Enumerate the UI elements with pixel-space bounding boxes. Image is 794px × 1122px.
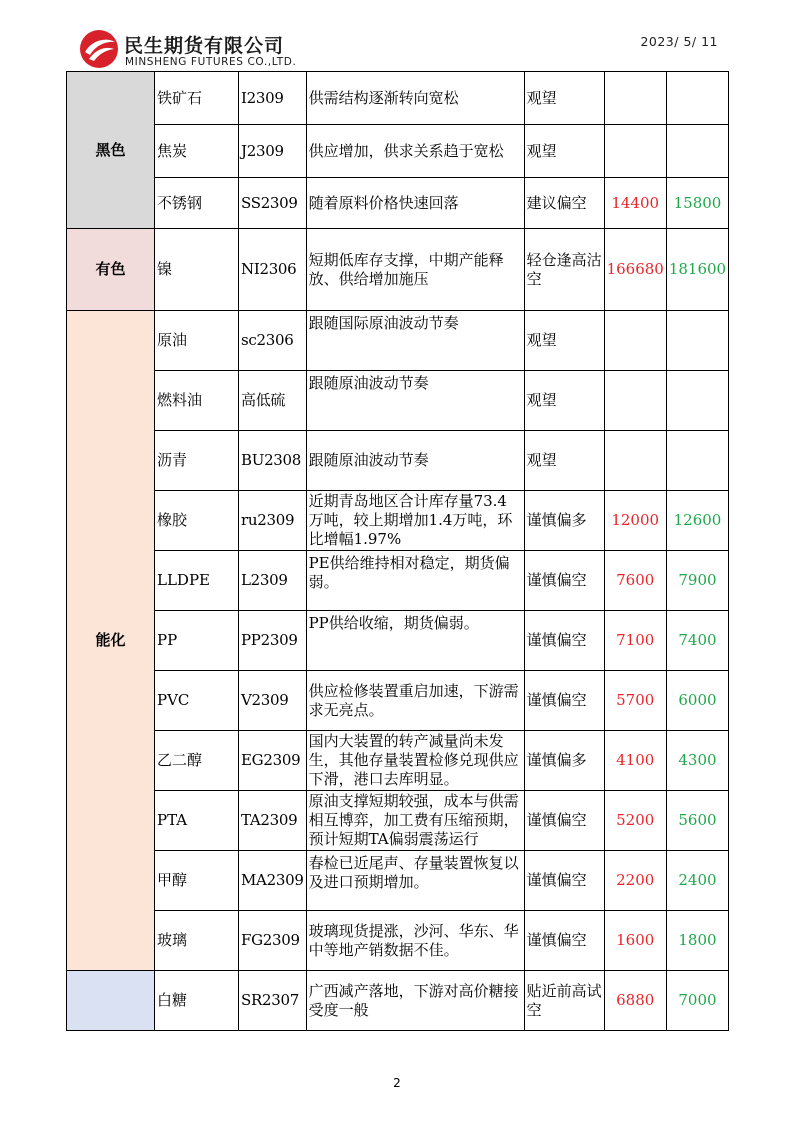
table-row (67, 371, 729, 431)
market-view: 跟随原油波动节奏 (306, 371, 524, 431)
table-row (67, 431, 729, 491)
table-row (67, 72, 729, 125)
commodity-name: 乙二醇 (155, 731, 239, 791)
table-row (67, 971, 729, 1031)
support-price: 2200 (604, 851, 666, 911)
market-view: 跟随原油波动节奏 (306, 431, 524, 491)
support-price: 12000 (604, 491, 666, 551)
table-row (67, 791, 729, 851)
market-view: 春检已近尾声、存量装置恢复以及进口预期增加。 (306, 851, 524, 911)
support-price: 7100 (604, 611, 666, 671)
contract-code: I2309 (239, 72, 307, 125)
market-view: 国内大装置的转产减量尚未发生，其他存量装置检修兑现供应下滑，港口去库明显。 (306, 731, 524, 791)
table-row (67, 611, 729, 671)
resistance-price (666, 72, 728, 125)
resistance-price: 6000 (666, 671, 728, 731)
resistance-price: 7900 (666, 551, 728, 611)
contract-code: PP2309 (239, 611, 307, 671)
resistance-price (666, 311, 728, 371)
market-view: 玻璃现货提涨，沙河、华东、华中等地产销数据不佳。 (306, 911, 524, 971)
brand-name-en: MINSHENG FUTURES CO.,LTD. (125, 56, 297, 68)
contract-code: SR2307 (239, 971, 307, 1031)
resistance-price (666, 125, 728, 178)
support-price: 4100 (604, 731, 666, 791)
commodity-name: 白糖 (155, 971, 239, 1031)
commodity-name: LLDPE (155, 551, 239, 611)
resistance-price: 15800 (666, 178, 728, 229)
commodity-name: 不锈钢 (155, 178, 239, 229)
support-price: 7600 (604, 551, 666, 611)
support-price (604, 72, 666, 125)
table-row (67, 229, 729, 311)
resistance-price: 181600 (666, 229, 728, 311)
commodity-name: 甲醇 (155, 851, 239, 911)
resistance-price: 1800 (666, 911, 728, 971)
recommendation: 观望 (524, 125, 604, 178)
market-view: PE供给维持相对稳定，期货偏弱。 (306, 551, 524, 611)
contract-code: J2309 (239, 125, 307, 178)
contract-code: MA2309 (239, 851, 307, 911)
contract-code: SS2309 (239, 178, 307, 229)
contract-code: EG2309 (239, 731, 307, 791)
commodity-name: 橡胶 (155, 491, 239, 551)
support-price: 166680 (604, 229, 666, 311)
market-view: 供需结构逐渐转向宽松 (306, 72, 524, 125)
contract-code: FG2309 (239, 911, 307, 971)
recommendation: 谨慎偏空 (524, 851, 604, 911)
recommendation: 谨慎偏空 (524, 671, 604, 731)
recommendation: 谨慎偏空 (524, 911, 604, 971)
support-price (604, 371, 666, 431)
commodity-name: 沥青 (155, 431, 239, 491)
contract-code: TA2309 (239, 791, 307, 851)
category-soft (67, 971, 155, 1031)
table-row (67, 671, 729, 731)
support-price: 5200 (604, 791, 666, 851)
table-row (67, 491, 729, 551)
market-view: 随着原料价格快速回落 (306, 178, 524, 229)
recommendation: 观望 (524, 72, 604, 125)
commodity-name: 燃料油 (155, 371, 239, 431)
strategy-table (66, 71, 729, 1031)
market-view: 广西减产落地，下游对高价糖接受度一般 (306, 971, 524, 1031)
commodity-name: PP (155, 611, 239, 671)
recommendation: 观望 (524, 371, 604, 431)
commodity-name: 铁矿石 (155, 72, 239, 125)
recommendation: 谨慎偏空 (524, 551, 604, 611)
commodity-name: 焦炭 (155, 125, 239, 178)
commodity-name: PTA (155, 791, 239, 851)
report-date: 2023/ 5/ 11 (640, 34, 718, 49)
commodity-name: 镍 (155, 229, 239, 311)
support-price: 1600 (604, 911, 666, 971)
market-view: PP供给收缩，期货偏弱。 (306, 611, 524, 671)
category-black: 黑色 (67, 72, 155, 229)
support-price: 6880 (604, 971, 666, 1031)
commodity-name: PVC (155, 671, 239, 731)
recommendation: 观望 (524, 431, 604, 491)
commodity-name: 玻璃 (155, 911, 239, 971)
recommendation: 观望 (524, 311, 604, 371)
contract-code: BU2308 (239, 431, 307, 491)
recommendation: 谨慎偏空 (524, 791, 604, 851)
recommendation: 谨慎偏多 (524, 491, 604, 551)
recommendation: 贴近前高试空 (524, 971, 604, 1031)
resistance-price: 4300 (666, 731, 728, 791)
contract-code: L2309 (239, 551, 307, 611)
market-view: 供应检修装置重启加速，下游需求无亮点。 (306, 671, 524, 731)
category-energy: 能化 (67, 311, 155, 971)
market-view: 近期青岛地区合计库存量73.4万吨，较上期增加1.4万吨，环比增幅1.97% (306, 491, 524, 551)
support-price: 14400 (604, 178, 666, 229)
category-nonferrous: 有色 (67, 229, 155, 311)
table-row (67, 731, 729, 791)
resistance-price: 7000 (666, 971, 728, 1031)
table-row (67, 311, 729, 371)
market-view: 供应增加，供求关系趋于宽松 (306, 125, 524, 178)
contract-code: ru2309 (239, 491, 307, 551)
page-number: 2 (393, 1076, 401, 1090)
recommendation: 谨慎偏空 (524, 611, 604, 671)
table-row (67, 851, 729, 911)
minsheng-logo-icon (78, 28, 120, 70)
table-row (67, 911, 729, 971)
resistance-price (666, 431, 728, 491)
contract-code: 高低硫 (239, 371, 307, 431)
page-header (0, 0, 794, 72)
support-price (604, 311, 666, 371)
resistance-price: 5600 (666, 791, 728, 851)
contract-code: sc2306 (239, 311, 307, 371)
commodity-name: 原油 (155, 311, 239, 371)
recommendation: 轻仓逢高沽空 (524, 229, 604, 311)
resistance-price (666, 371, 728, 431)
support-price: 5700 (604, 671, 666, 731)
support-price (604, 431, 666, 491)
market-view: 跟随国际原油波动节奏 (306, 311, 524, 371)
contract-code: NI2306 (239, 229, 307, 311)
resistance-price: 12600 (666, 491, 728, 551)
table-row (67, 178, 729, 229)
support-price (604, 125, 666, 178)
contract-code: V2309 (239, 671, 307, 731)
recommendation: 谨慎偏多 (524, 731, 604, 791)
resistance-price: 2400 (666, 851, 728, 911)
table-row (67, 551, 729, 611)
market-view: 原油支撑短期较强，成本与供需相互博弈，加工费有压缩预期，预计短期TA偏弱震荡运行 (306, 791, 524, 851)
resistance-price: 7400 (666, 611, 728, 671)
market-view: 短期低库存支撑，中期产能释放、供给增加施压 (306, 229, 524, 311)
brand-name-cn: 民生期货有限公司 (124, 35, 285, 57)
recommendation: 建议偏空 (524, 178, 604, 229)
table-row (67, 125, 729, 178)
